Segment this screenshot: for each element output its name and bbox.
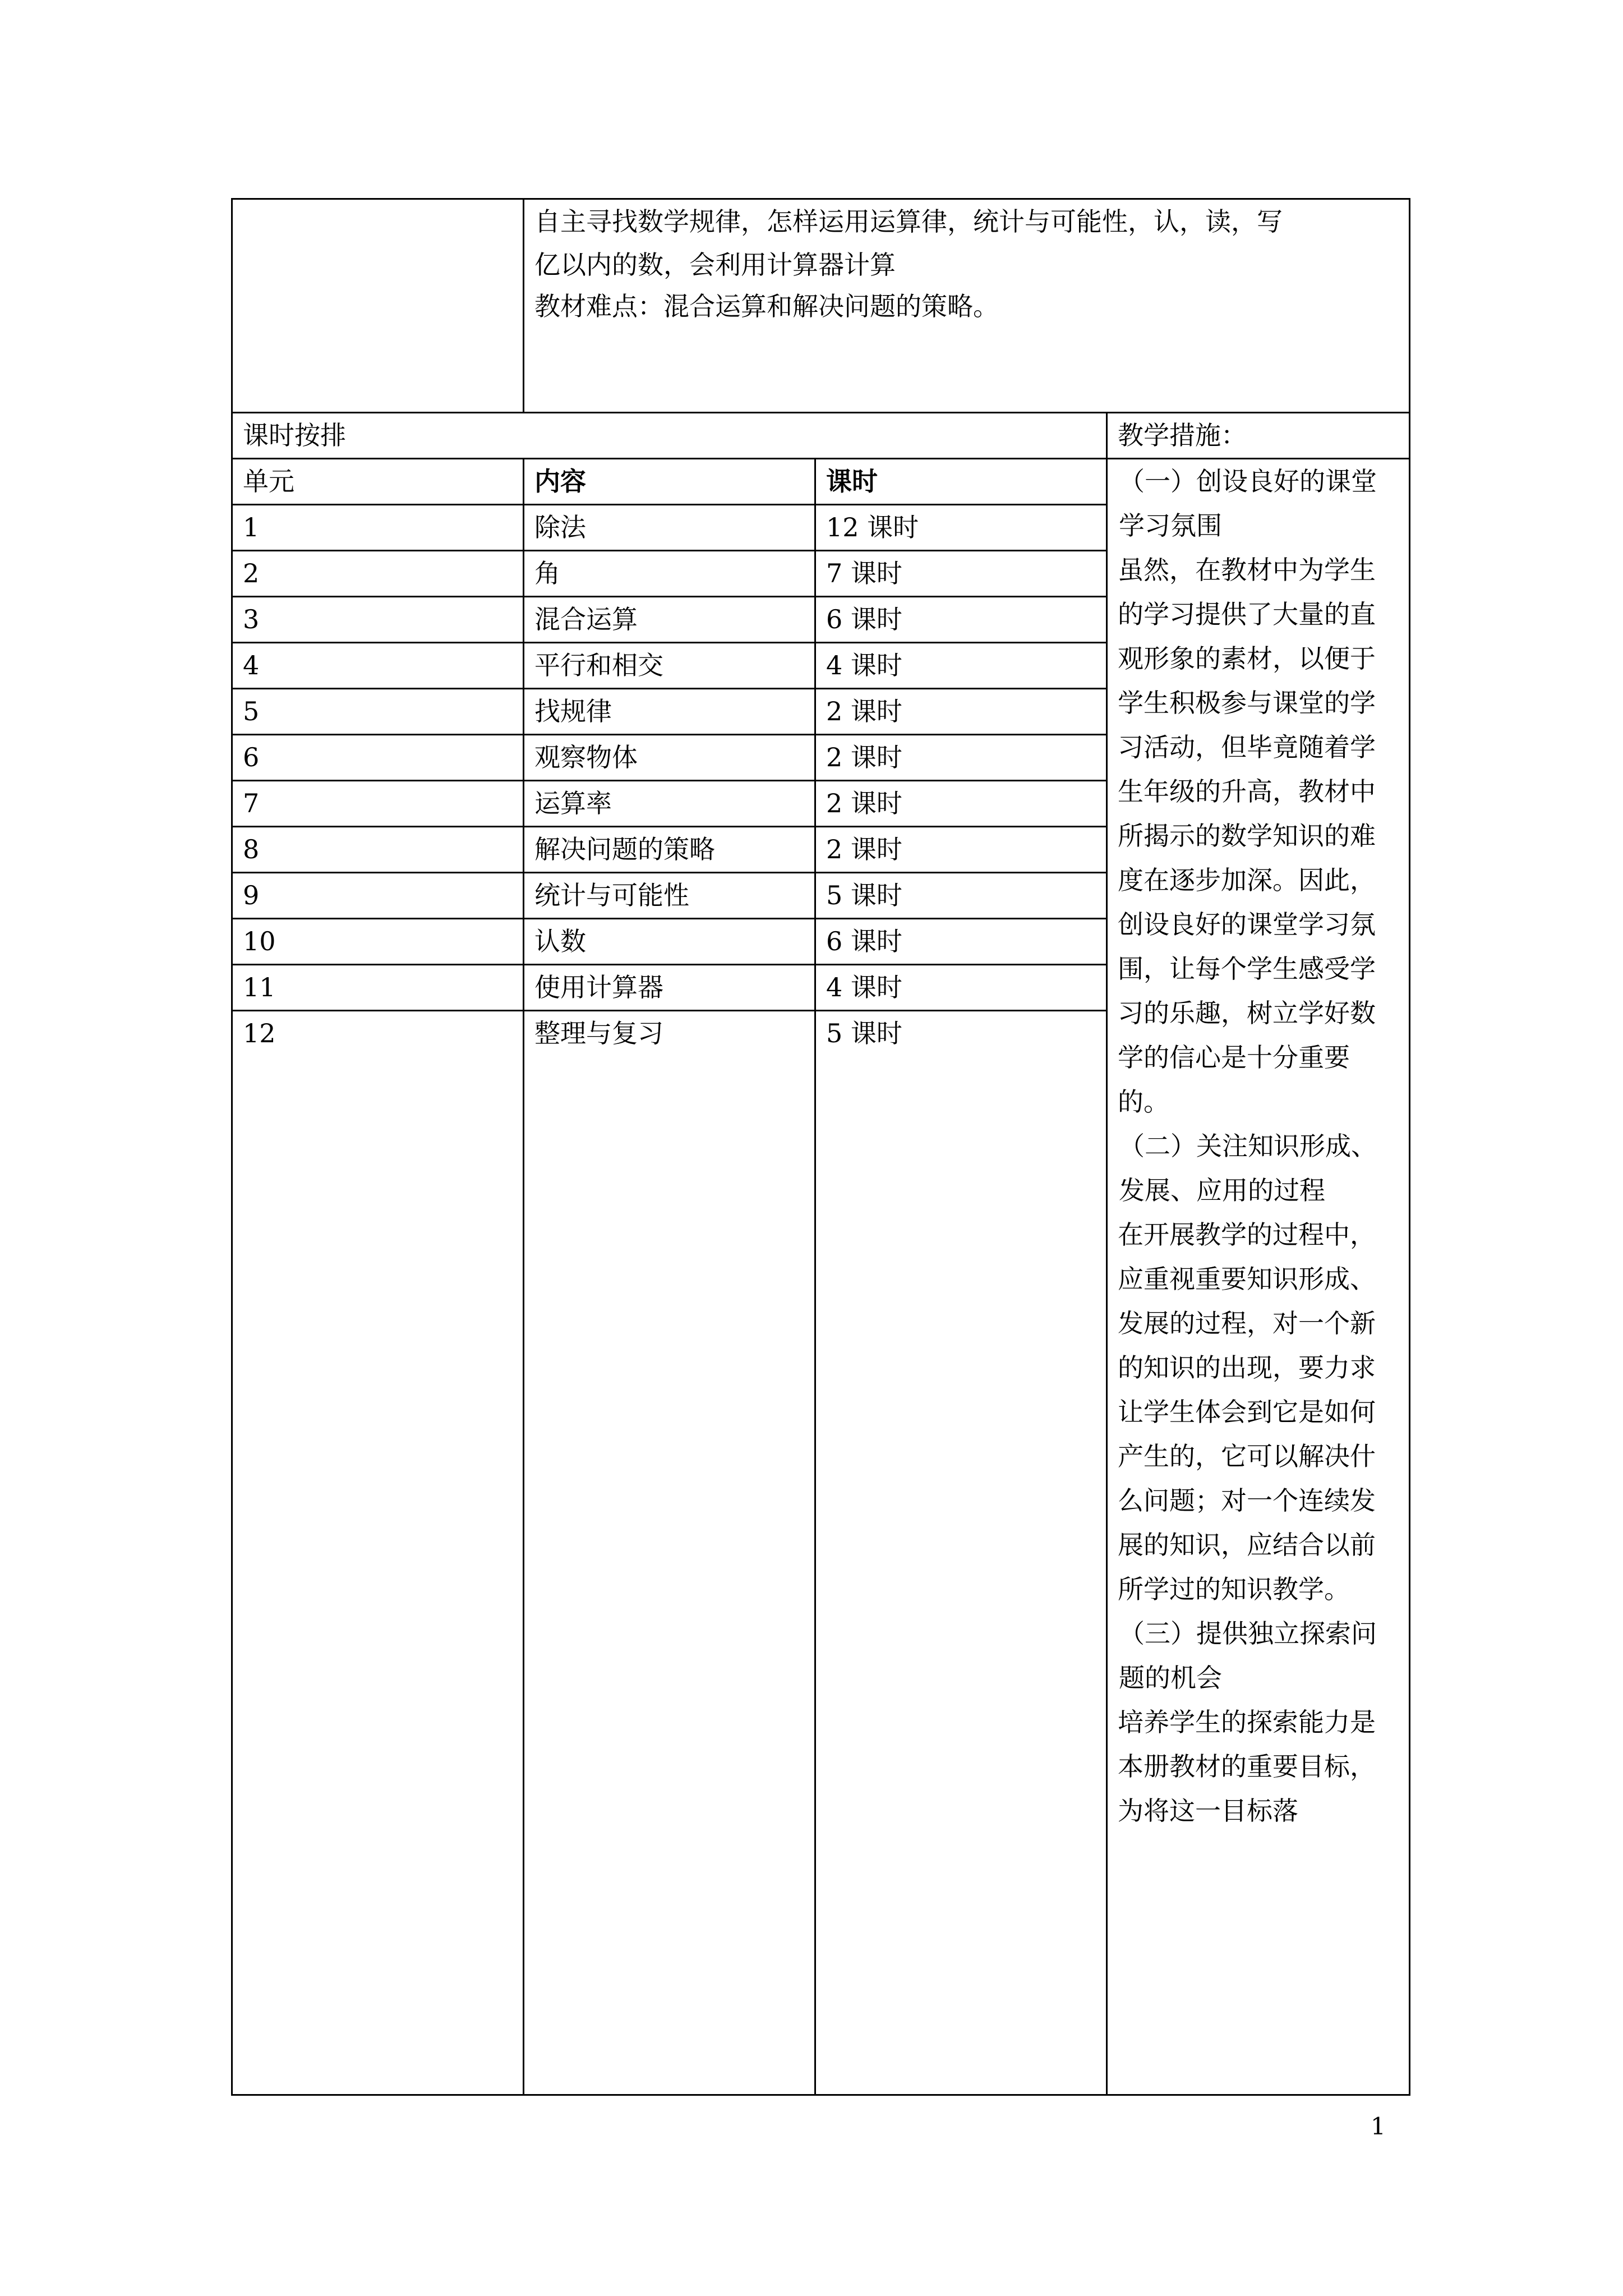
content-cell: 整理与复习 [524,1011,815,2095]
content-cell: 平行和相交 [524,643,815,689]
unit-cell: 10 [232,919,524,965]
content-cell: 角 [524,551,815,597]
content-cell: 使用计算器 [524,965,815,1011]
hours-cell: 7 课时 [815,551,1107,597]
measures-heading-2: （二）关注知识形成、发展、应用的过程 [1119,1131,1377,1205]
column-header-unit: 单元 [232,459,524,505]
unit-cell: 3 [232,597,524,643]
teaching-plan-table [231,198,1410,2096]
measures-heading-1: （一）创设良好的课堂学习氛围 [1119,466,1377,541]
content-cell: 混合运算 [524,597,815,643]
measures-paragraph-3: 培养学生的探索能力是本册教材的重要目标，为将这一目标落 [1118,1707,1376,1826]
content-cell: 统计与可能性 [524,873,815,919]
hours-cell: 2 课时 [815,827,1107,873]
hours-cell: 5 课时 [815,873,1107,919]
hours-cell: 5 课时 [815,1011,1107,2095]
unit-cell: 4 [232,643,524,689]
content-cell: 解决问题的策略 [524,827,815,873]
schedule-title-row [232,413,1410,459]
column-header-hours: 课时 [815,459,1107,505]
hours-cell: 2 课时 [815,735,1107,781]
content-cell: 认数 [524,919,815,965]
unit-cell: 11 [232,965,524,1011]
page-number: 1 [1371,2113,1386,2140]
content-cell: 运算率 [524,781,815,827]
hours-cell: 4 课时 [815,965,1107,1011]
hours-cell: 2 课时 [815,781,1107,827]
intro-line-3: 教材难点：混合运算和解决问题的策略。 [534,291,999,321]
intro-text-cell [524,199,1410,413]
unit-cell: 9 [232,873,524,919]
measures-heading-3: （三）提供独立探索问题的机会 [1119,1618,1377,1693]
measures-paragraph-1: 虽然，在教材中为学生的学习提供了大量的直观形象的素材，以便于学生积极参与课堂的学习活动，但毕竟随着学生年级的升高，教材中所揭示的数学知识的难度在逐步加深。因此，创设良好的课堂学习氛围，让每个学生感受学习的乐趣，树立学好数学的信心是十分重要的。 [1118,555,1376,1117]
unit-cell: 12 [232,1011,524,2095]
content-cell: 除法 [524,505,815,551]
hours-cell: 6 课时 [815,597,1107,643]
hours-cell: 2 课时 [815,689,1107,735]
column-header-content: 内容 [524,459,815,505]
content-cell: 观察物体 [524,735,815,781]
content-cell: 找规律 [524,689,815,735]
unit-cell: 2 [232,551,524,597]
intro-line-2: 亿以内的数，会利用计算器计算 [534,250,896,280]
intro-line-1: 自主寻找数学规律，怎样运用运算律，统计与可能性，认，读，写 [534,206,1283,237]
measures-title: 教学措施： [1107,413,1410,459]
hours-cell: 12 课时 [815,505,1107,551]
unit-cell: 5 [232,689,524,735]
schedule-header-row [232,459,1410,505]
unit-cell: 7 [232,781,524,827]
measures-cell [1107,459,1410,2095]
schedule-title: 课时按排 [232,413,1107,459]
unit-cell: 1 [232,505,524,551]
intro-blank-cell [232,199,524,413]
unit-cell: 8 [232,827,524,873]
unit-cell: 6 [232,735,524,781]
hours-cell: 6 课时 [815,919,1107,965]
hours-cell: 4 课时 [815,643,1107,689]
intro-row [232,199,1410,413]
measures-paragraph-2: 在开展教学的过程中，应重视重要知识形成、发展的过程，对一个新的知识的出现，要力求让学生体会到它是如何产生的，它可以解决什么问题；对一个连续发展的知识，应结合以前所学过的知识教学。 [1118,1220,1376,1604]
